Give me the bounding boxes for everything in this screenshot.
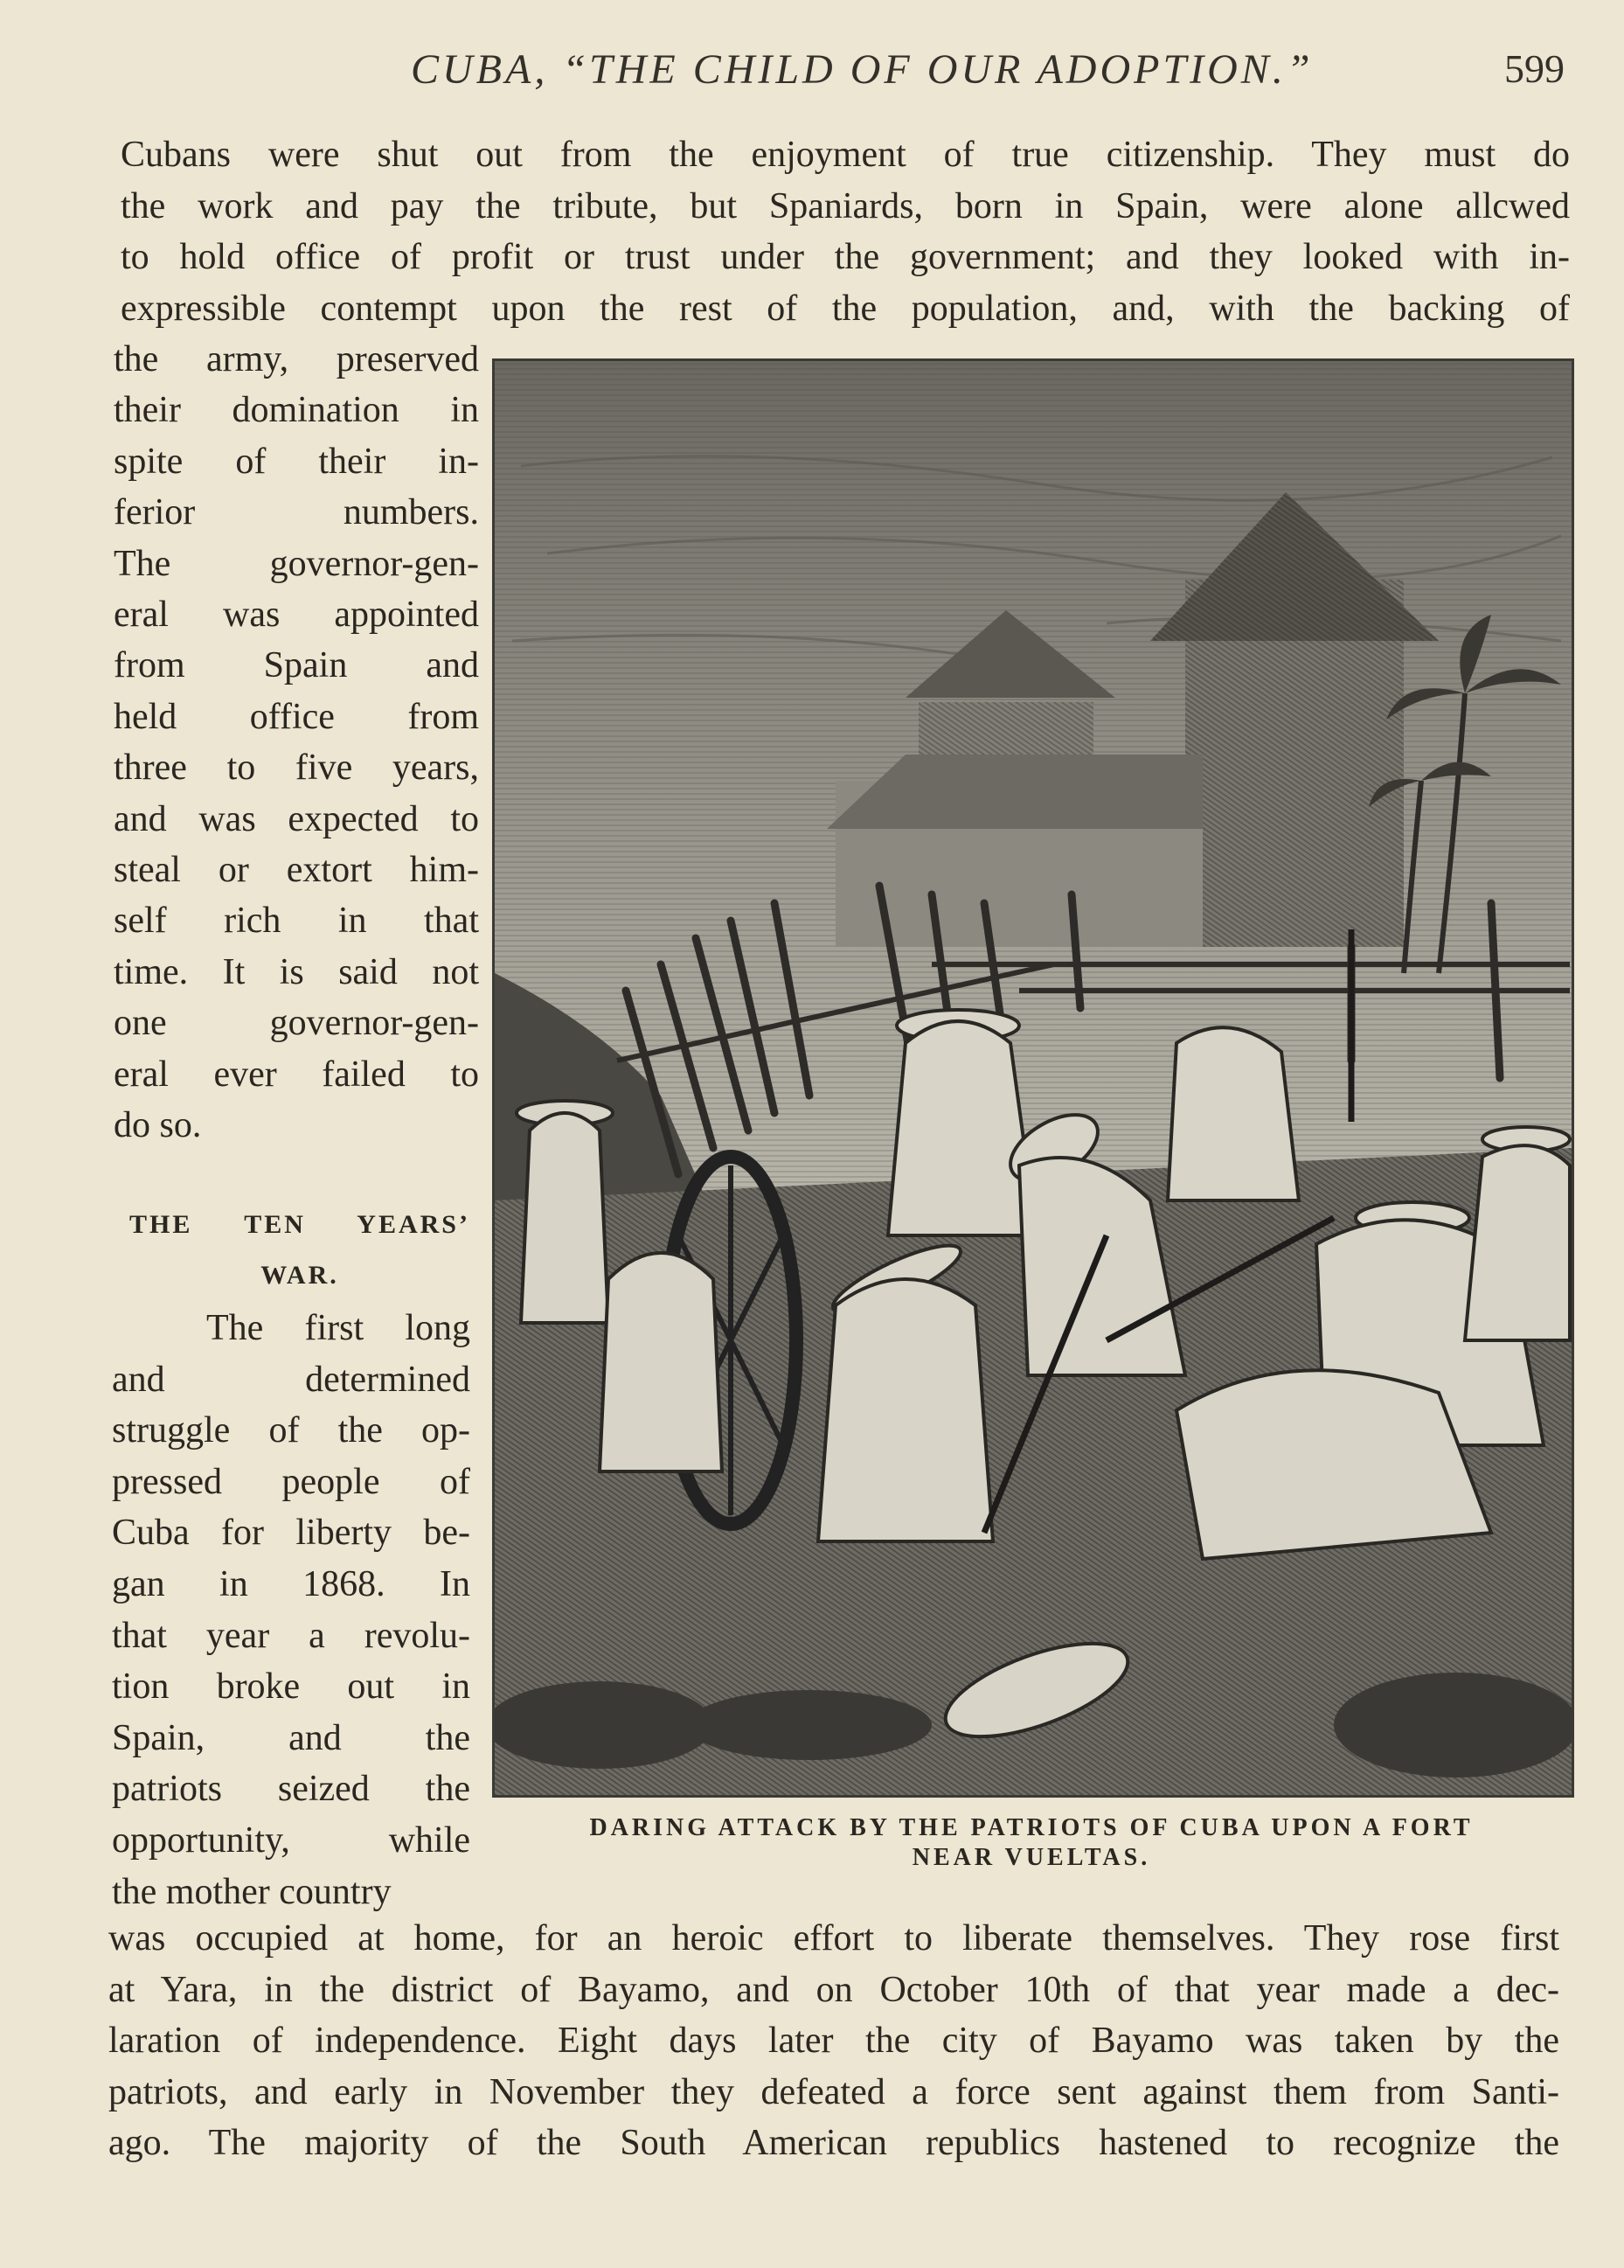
text-line: time. It is said not xyxy=(114,951,479,992)
text-line: and determined xyxy=(112,1359,470,1400)
text-line: struggle of the op- xyxy=(112,1410,470,1451)
text-line: The governor-gen- xyxy=(114,543,479,584)
text-line: one governor-gen- xyxy=(114,1003,479,1044)
text-line: eral ever failed to xyxy=(114,1054,479,1095)
text-line: that year a revolu- xyxy=(112,1615,470,1656)
figure-caption xyxy=(494,1813,1569,1873)
text-line: expressible contempt upon the rest of the population, and, with the backing of xyxy=(121,288,1570,329)
text-line: Cuba for liberty be- xyxy=(112,1513,470,1554)
caption-line: DARING ATTACK BY THE PATRIOTS OF CUBA UPON A FORT xyxy=(589,1814,1474,1841)
text-line: from Spain and xyxy=(114,645,479,686)
text-line: Spain, and the xyxy=(112,1717,470,1758)
text-line: the work and pay the tribute, but Spaniards, born in Spain, were alone allcwed xyxy=(121,185,1570,226)
paragraph-top xyxy=(121,129,1570,334)
text-line: held office from xyxy=(114,696,479,737)
text-line: three to five years, xyxy=(114,748,479,789)
text-line: to hold office of profit or trust under the government; and they looked with in- xyxy=(121,237,1570,277)
illustration xyxy=(492,358,1574,1798)
paragraph-bottom xyxy=(108,1913,1559,2169)
heading-line: THE TEN YEARS’ xyxy=(129,1210,470,1239)
text-line: ago. The majority of the South American republics hastened to recognize the xyxy=(108,2123,1559,2163)
running-head xyxy=(114,45,1565,107)
text-line: The first long xyxy=(206,1308,470,1348)
text-line: gan in 1868. In xyxy=(112,1563,470,1604)
text-line: tion broke out in xyxy=(112,1666,470,1708)
text-line: the mother country xyxy=(112,1871,392,1912)
heading-line: WAR. xyxy=(260,1261,339,1290)
text-line: Cubans were shut out from the enjoyment of true citizenship. They must do xyxy=(121,135,1570,175)
text-line: do so. xyxy=(114,1105,202,1146)
running-title: CUBA, “THE CHILD OF OUR ADOPTION.” xyxy=(411,46,1314,93)
text-line: steal or extort him- xyxy=(114,850,479,891)
text-line: was occupied at home, for an heroic effort to liberate themselves. They rose first xyxy=(108,1918,1559,1958)
text-line: the army, preserved xyxy=(114,339,479,379)
caption-line: NEAR VUELTAS. xyxy=(912,1844,1151,1871)
text-line: ferior numbers. xyxy=(114,492,479,533)
text-line: their domination in xyxy=(114,390,479,431)
text-line: laration of independence. Eight days later the city of Bayamo was taken by the xyxy=(108,2021,1559,2061)
page-number: 599 xyxy=(1504,46,1565,91)
text-line: and was expected to xyxy=(114,798,479,839)
text-line: self rich in that xyxy=(114,901,479,942)
text-line: spite of their in- xyxy=(114,441,479,482)
section-heading xyxy=(129,1200,470,1301)
text-line: patriots, and early in November they defeated a force sent against them from Santi- xyxy=(108,2071,1559,2112)
text-line: opportunity, while xyxy=(112,1819,470,1861)
text-line: at Yara, in the district of Bayamo, and on October 10th of that year made a dec- xyxy=(108,1969,1559,2010)
text-line: eral was appointed xyxy=(114,595,479,636)
text-line: pressed people of xyxy=(112,1461,470,1502)
engraving-illustration xyxy=(495,361,1572,1795)
side-column-text-2 xyxy=(112,1303,470,1917)
side-column-text xyxy=(114,334,479,1151)
text-line: patriots seized the xyxy=(112,1769,470,1810)
